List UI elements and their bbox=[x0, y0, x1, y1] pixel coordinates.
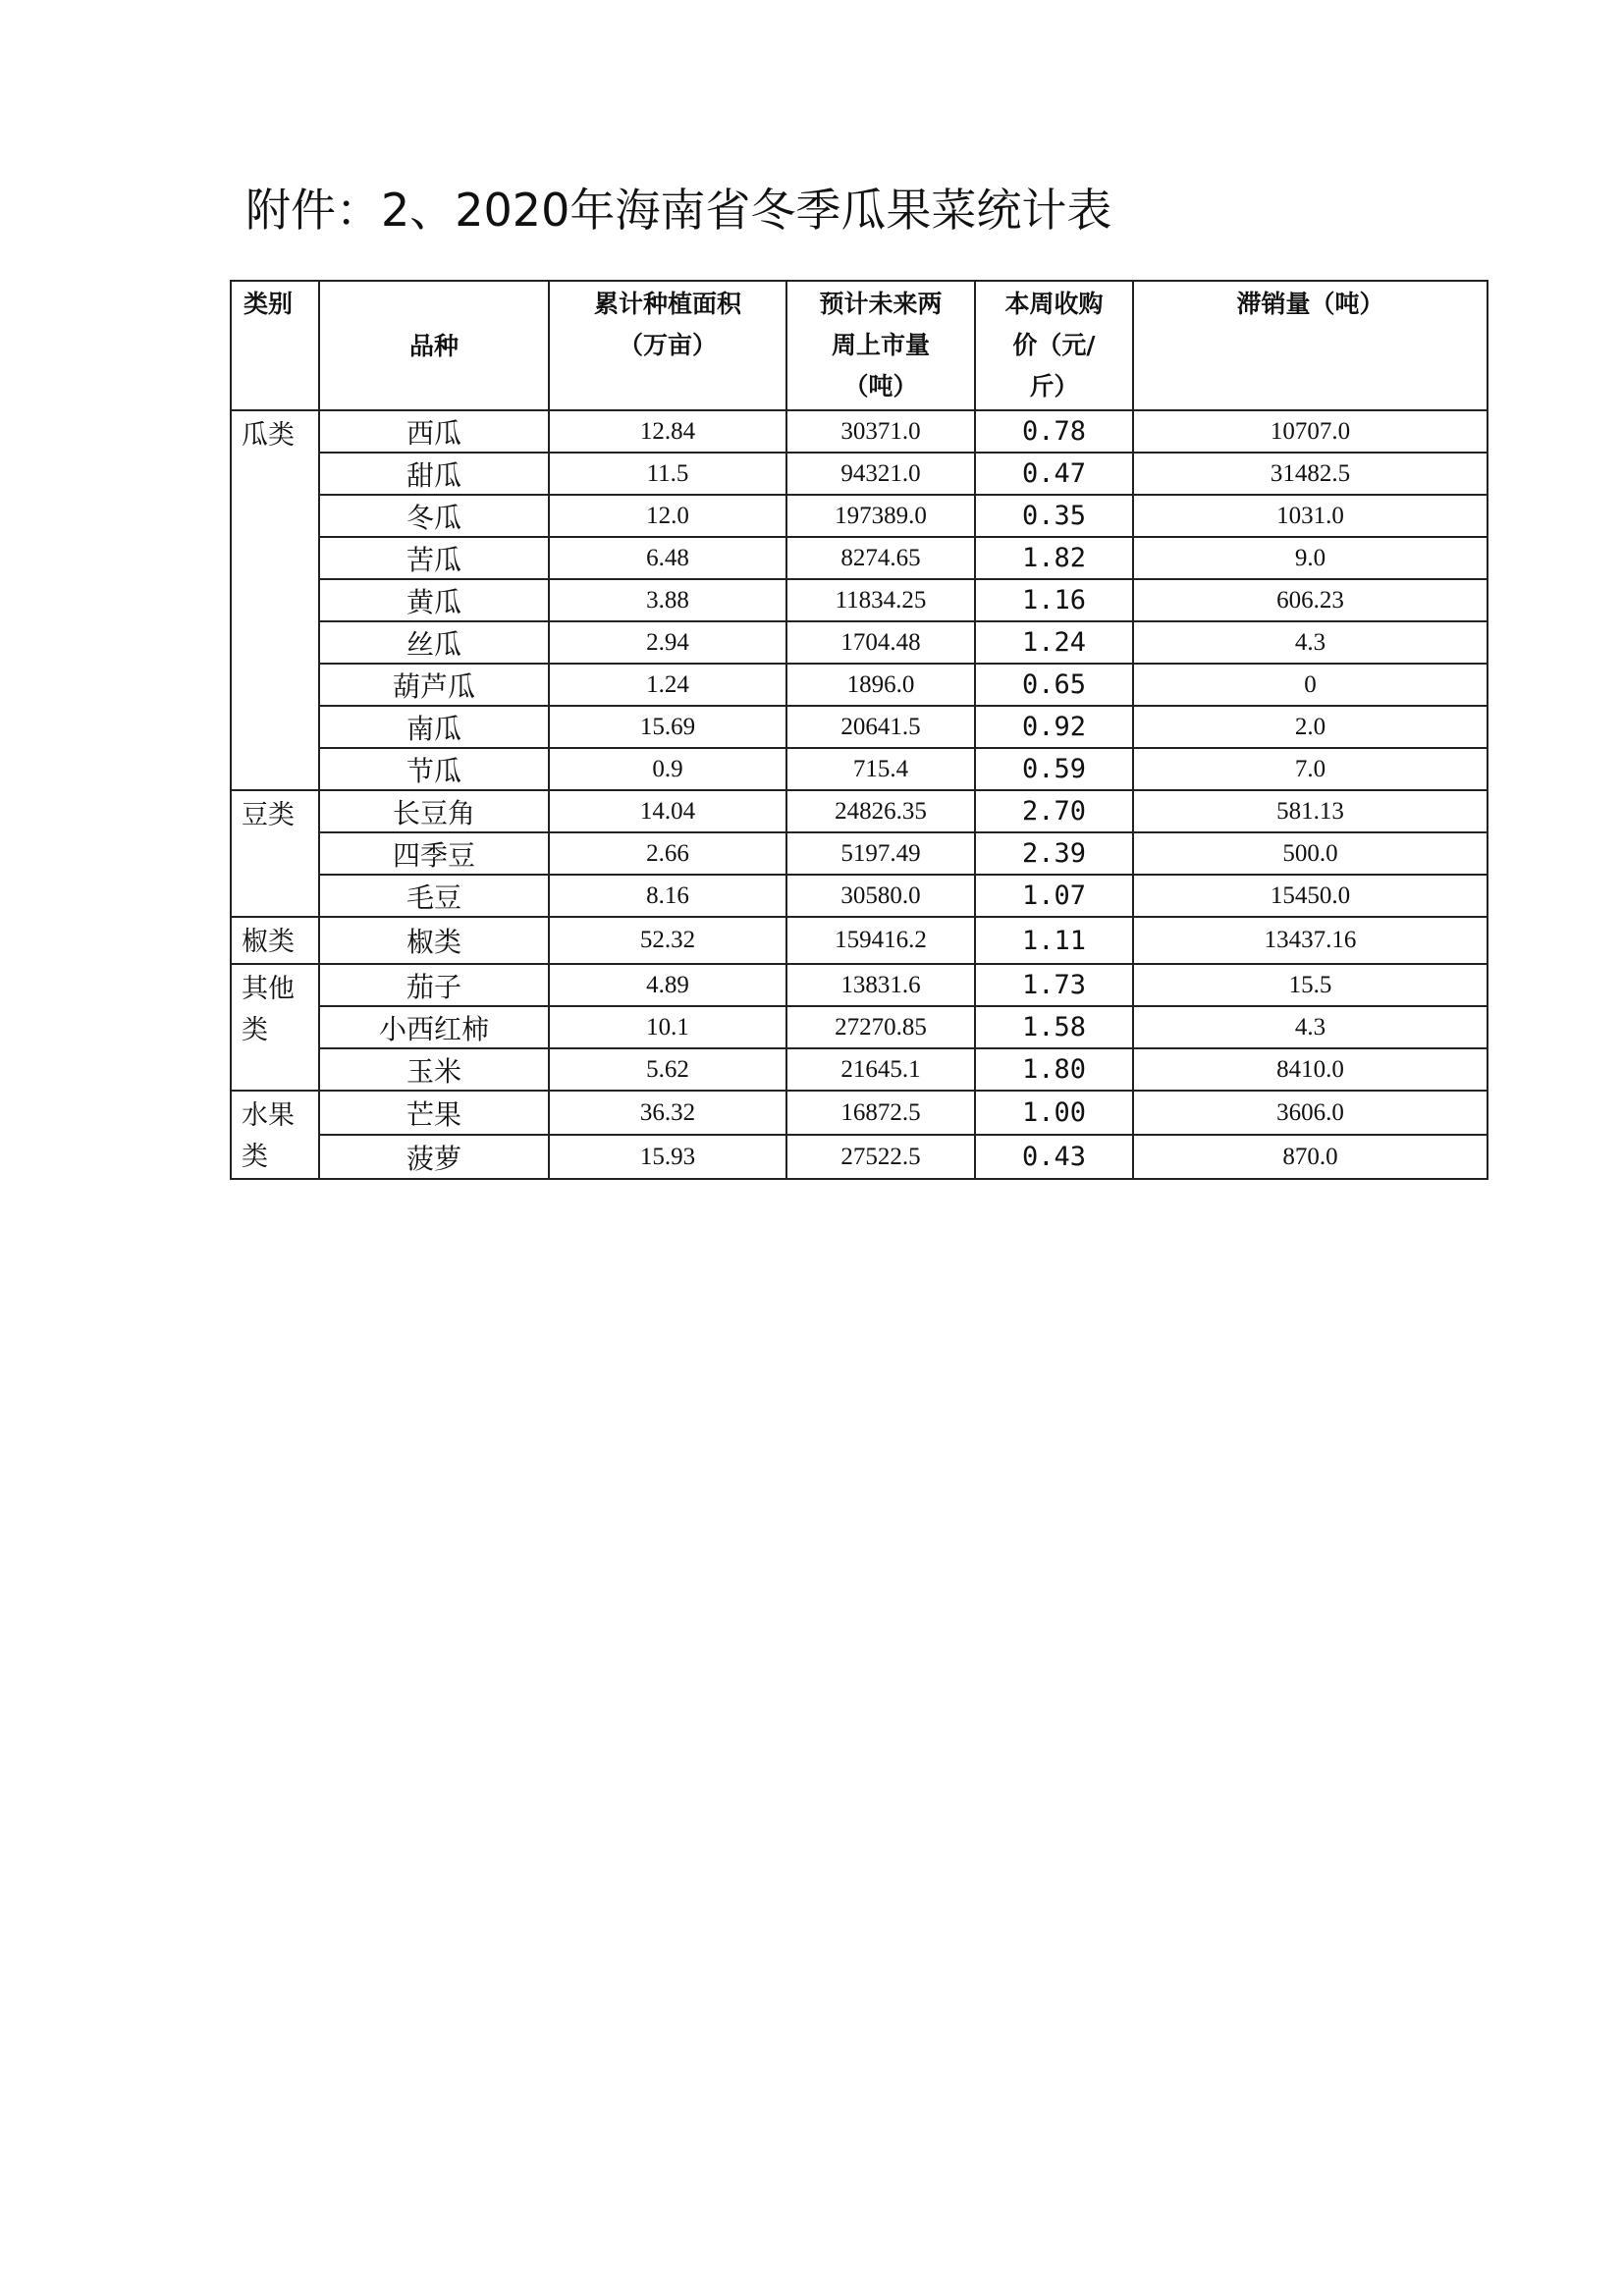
variety-cell: 茄子 bbox=[319, 964, 549, 1006]
table-row bbox=[231, 621, 1488, 664]
header-price-line: 价（元/ bbox=[1012, 331, 1096, 359]
area-cell: 36.32 bbox=[549, 1091, 786, 1135]
price-cell: 2.39 bbox=[975, 832, 1133, 875]
table-row bbox=[231, 537, 1488, 579]
variety-cell: 四季豆 bbox=[319, 832, 549, 875]
unsold-cell: 31482.5 bbox=[1133, 453, 1488, 495]
header-forecast bbox=[786, 281, 975, 410]
unsold-cell: 581.13 bbox=[1133, 790, 1488, 832]
unsold-cell: 15.5 bbox=[1133, 964, 1488, 1006]
forecast-cell: 21645.1 bbox=[786, 1048, 975, 1091]
header-row bbox=[231, 281, 1488, 410]
variety-cell: 甜瓜 bbox=[319, 453, 549, 495]
unsold-cell: 4.3 bbox=[1133, 621, 1488, 664]
category-label: 水果 bbox=[242, 1100, 295, 1131]
variety-cell: 小西红柿 bbox=[319, 1006, 549, 1048]
table-row bbox=[231, 579, 1488, 621]
category-label: 椒类 bbox=[242, 927, 295, 957]
area-cell: 12.0 bbox=[549, 495, 786, 537]
category-label: 类 bbox=[242, 1142, 268, 1172]
document-title: 附件：2、2020年海南省冬季瓜果菜统计表 bbox=[245, 184, 1112, 237]
price-cell: 0.59 bbox=[975, 748, 1133, 790]
area-cell: 8.16 bbox=[549, 875, 786, 917]
area-cell: 5.62 bbox=[549, 1048, 786, 1091]
area-cell: 11.5 bbox=[549, 453, 786, 495]
forecast-cell: 30371.0 bbox=[786, 410, 975, 453]
variety-cell: 芒果 bbox=[319, 1091, 549, 1135]
unsold-cell: 8410.0 bbox=[1133, 1048, 1488, 1091]
forecast-cell: 1896.0 bbox=[786, 664, 975, 706]
price-cell: 0.43 bbox=[975, 1135, 1133, 1179]
area-cell: 0.9 bbox=[549, 748, 786, 790]
price-cell: 0.78 bbox=[975, 410, 1133, 453]
table-body bbox=[231, 410, 1488, 1179]
forecast-cell: 27270.85 bbox=[786, 1006, 975, 1048]
variety-cell: 玉米 bbox=[319, 1048, 549, 1091]
price-cell: 0.92 bbox=[975, 706, 1133, 748]
price-cell: 0.35 bbox=[975, 495, 1133, 537]
forecast-cell: 8274.65 bbox=[786, 537, 975, 579]
forecast-cell: 197389.0 bbox=[786, 495, 975, 537]
variety-cell: 长豆角 bbox=[319, 790, 549, 832]
unsold-cell: 7.0 bbox=[1133, 748, 1488, 790]
header-category: 类别 bbox=[231, 281, 319, 410]
unsold-cell: 870.0 bbox=[1133, 1135, 1488, 1179]
variety-cell: 毛豆 bbox=[319, 875, 549, 917]
category-cell bbox=[231, 964, 319, 1091]
table-row bbox=[231, 664, 1488, 706]
variety-cell: 葫芦瓜 bbox=[319, 664, 549, 706]
price-cell: 2.70 bbox=[975, 790, 1133, 832]
unsold-cell: 1031.0 bbox=[1133, 495, 1488, 537]
unsold-cell: 606.23 bbox=[1133, 579, 1488, 621]
forecast-cell: 16872.5 bbox=[786, 1091, 975, 1135]
header-forecast-line: 预计未来两 bbox=[819, 290, 943, 318]
unsold-cell: 9.0 bbox=[1133, 537, 1488, 579]
category-cell bbox=[231, 1091, 319, 1179]
header-price bbox=[975, 281, 1133, 410]
variety-cell: 菠萝 bbox=[319, 1135, 549, 1179]
variety-cell: 黄瓜 bbox=[319, 579, 549, 621]
table-row bbox=[231, 495, 1488, 537]
header-price-line: 斤） bbox=[1029, 372, 1079, 400]
header-forecast-line: 周上市量 bbox=[831, 331, 930, 359]
category-label: 其他 bbox=[242, 974, 295, 1004]
variety-cell: 南瓜 bbox=[319, 706, 549, 748]
header-forecast-line: （吨） bbox=[843, 372, 918, 400]
area-cell: 15.69 bbox=[549, 706, 786, 748]
price-cell: 0.65 bbox=[975, 664, 1133, 706]
area-cell: 15.93 bbox=[549, 1135, 786, 1179]
forecast-cell: 11834.25 bbox=[786, 579, 975, 621]
header-area-line: 累计种植面积 bbox=[593, 290, 741, 318]
area-cell: 52.32 bbox=[549, 917, 786, 964]
unsold-cell: 3606.0 bbox=[1133, 1091, 1488, 1135]
forecast-cell: 24826.35 bbox=[786, 790, 975, 832]
header-variety: 品种 bbox=[319, 281, 549, 410]
forecast-cell: 715.4 bbox=[786, 748, 975, 790]
forecast-cell: 30580.0 bbox=[786, 875, 975, 917]
price-cell: 1.24 bbox=[975, 621, 1133, 664]
table-row bbox=[231, 1006, 1488, 1048]
table-row bbox=[231, 832, 1488, 875]
price-cell: 1.07 bbox=[975, 875, 1133, 917]
area-cell: 3.88 bbox=[549, 579, 786, 621]
table-row bbox=[231, 748, 1488, 790]
header-price-line: 本周收购 bbox=[1004, 290, 1104, 318]
unsold-cell: 10707.0 bbox=[1133, 410, 1488, 453]
price-cell: 1.73 bbox=[975, 964, 1133, 1006]
price-cell: 1.80 bbox=[975, 1048, 1133, 1091]
forecast-cell: 27522.5 bbox=[786, 1135, 975, 1179]
area-cell: 14.04 bbox=[549, 790, 786, 832]
area-cell: 2.66 bbox=[549, 832, 786, 875]
header-area bbox=[549, 281, 786, 410]
category-label: 豆类 bbox=[242, 800, 295, 830]
price-cell: 0.47 bbox=[975, 453, 1133, 495]
variety-cell: 节瓜 bbox=[319, 748, 549, 790]
table-row bbox=[231, 1135, 1488, 1179]
unsold-cell: 15450.0 bbox=[1133, 875, 1488, 917]
area-cell: 2.94 bbox=[549, 621, 786, 664]
category-label: 类 bbox=[242, 1015, 268, 1045]
table-row bbox=[231, 964, 1488, 1006]
category-cell bbox=[231, 790, 319, 917]
category-label: 瓜类 bbox=[242, 420, 295, 451]
category-cell bbox=[231, 410, 319, 790]
table-row bbox=[231, 790, 1488, 832]
variety-cell: 苦瓜 bbox=[319, 537, 549, 579]
unsold-cell: 500.0 bbox=[1133, 832, 1488, 875]
table-row bbox=[231, 1091, 1488, 1135]
forecast-cell: 94321.0 bbox=[786, 453, 975, 495]
variety-cell: 西瓜 bbox=[319, 410, 549, 453]
unsold-cell: 4.3 bbox=[1133, 1006, 1488, 1048]
table-row bbox=[231, 410, 1488, 453]
unsold-cell: 0 bbox=[1133, 664, 1488, 706]
variety-cell: 冬瓜 bbox=[319, 495, 549, 537]
table-row bbox=[231, 1048, 1488, 1091]
stats-table bbox=[230, 280, 1488, 1180]
variety-cell: 椒类 bbox=[319, 917, 549, 964]
table-row bbox=[231, 706, 1488, 748]
price-cell: 1.11 bbox=[975, 917, 1133, 964]
header-area-line: （万亩） bbox=[618, 331, 717, 359]
table-row bbox=[231, 875, 1488, 917]
forecast-cell: 5197.49 bbox=[786, 832, 975, 875]
forecast-cell: 1704.48 bbox=[786, 621, 975, 664]
forecast-cell: 159416.2 bbox=[786, 917, 975, 964]
unsold-cell: 13437.16 bbox=[1133, 917, 1488, 964]
price-cell: 1.58 bbox=[975, 1006, 1133, 1048]
area-cell: 10.1 bbox=[549, 1006, 786, 1048]
area-cell: 1.24 bbox=[549, 664, 786, 706]
header-unsold: 滞销量（吨） bbox=[1133, 281, 1488, 410]
area-cell: 12.84 bbox=[549, 410, 786, 453]
table-row bbox=[231, 453, 1488, 495]
area-cell: 6.48 bbox=[549, 537, 786, 579]
area-cell: 4.89 bbox=[549, 964, 786, 1006]
price-cell: 1.82 bbox=[975, 537, 1133, 579]
unsold-cell: 2.0 bbox=[1133, 706, 1488, 748]
variety-cell: 丝瓜 bbox=[319, 621, 549, 664]
forecast-cell: 20641.5 bbox=[786, 706, 975, 748]
forecast-cell: 13831.6 bbox=[786, 964, 975, 1006]
table-row bbox=[231, 917, 1488, 964]
price-cell: 1.00 bbox=[975, 1091, 1133, 1135]
category-cell bbox=[231, 917, 319, 964]
price-cell: 1.16 bbox=[975, 579, 1133, 621]
